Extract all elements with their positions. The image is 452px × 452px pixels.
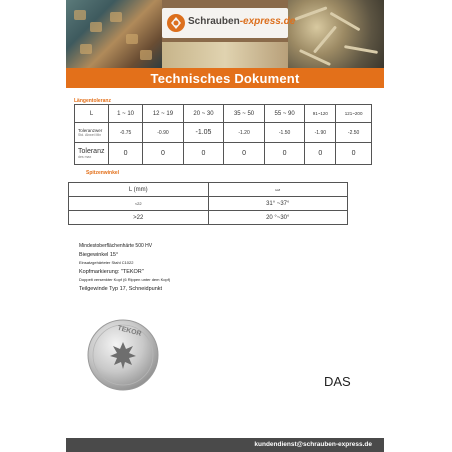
- brand-logo: [162, 8, 296, 38]
- table-cell: -1.20: [224, 123, 265, 143]
- table-cell: -1.05: [183, 123, 224, 143]
- screws-photo: [288, 0, 384, 68]
- screw-head-image: [86, 318, 160, 392]
- table-cell: 0: [183, 143, 224, 165]
- toolbox-photo: [66, 0, 162, 68]
- table-row: [69, 197, 348, 211]
- table-cell: <22: [69, 197, 209, 211]
- length-tolerance-label: Längentoleranz: [74, 98, 111, 104]
- table-header-cell: 12 ~ 19: [143, 105, 184, 123]
- tip-angle-label: Spitzenwinkel: [86, 170, 120, 176]
- table-cell: -0.75: [109, 123, 143, 143]
- table-header-row: [69, 183, 348, 197]
- table-row: [75, 143, 372, 165]
- logo-background: [162, 42, 288, 68]
- table-cell: 0: [336, 143, 372, 165]
- table-cell: 20 °~30°: [208, 211, 348, 225]
- header-banner: [66, 0, 384, 68]
- document-title: Technisches Dokument: [150, 70, 300, 86]
- table-header-cell: 121~200: [336, 105, 372, 123]
- table-cell: 0: [264, 143, 305, 165]
- tip-angle-table: [68, 182, 348, 225]
- spec-item: Einsatzgehärteter Stahl C1022: [79, 260, 134, 265]
- footer-bar: [66, 438, 384, 452]
- spec-item: Mindestoberflächenhärte 500 HV: [79, 243, 153, 249]
- table-header-cell: 1 ~ 10: [109, 105, 143, 123]
- specifications-list: [79, 242, 170, 293]
- table-row: [75, 123, 372, 143]
- spec-item: Biegewinkel 15°: [79, 251, 119, 258]
- table-header-cell: 35 ~ 50: [224, 105, 265, 123]
- table-cell: -1.90: [305, 123, 336, 143]
- brand-name: Schrauben-express.de: [188, 16, 296, 27]
- brand-logo-icon: [166, 13, 186, 33]
- table-cell: 0: [143, 143, 184, 165]
- side-label: DAS: [324, 374, 351, 389]
- table-cell: >22: [69, 211, 209, 225]
- spec-item: Doppelt versenkter Kopf (6 Rippen unter dem Kopf): [79, 277, 171, 282]
- footer-email: kundendienst@schrauben-express.de: [254, 441, 372, 448]
- table-cell: -1.50: [264, 123, 305, 143]
- table-header-cell: ωz: [208, 183, 348, 197]
- table-header-cell: 20 ~ 30: [183, 105, 224, 123]
- row-label: Toleranzwer Std. Abwei Min: [75, 123, 109, 143]
- spec-item: Kopfmarkierung: "TEKOR": [79, 268, 144, 275]
- table-cell: 0: [224, 143, 265, 165]
- row-label: Toleranz des max: [75, 143, 109, 165]
- table-header-cell: 55 ~ 90: [264, 105, 305, 123]
- table-cell: 31° ~37°: [208, 197, 348, 211]
- table-header-row: [75, 105, 372, 123]
- table-cell: 0: [305, 143, 336, 165]
- table-cell: -0.90: [143, 123, 184, 143]
- table-header-cell: 91~120: [305, 105, 336, 123]
- title-bar: [66, 68, 384, 88]
- table-cell: 0: [109, 143, 143, 165]
- table-row: [69, 211, 348, 225]
- table-cell: -2.50: [336, 123, 372, 143]
- table-header-cell: L: [75, 105, 109, 123]
- length-tolerance-table: [74, 104, 372, 165]
- table-header-cell: L (mm): [69, 183, 209, 197]
- screw-head-marking: TEKOR: [116, 324, 143, 338]
- spec-item: Teilgewinde Typ 17, Schneidpunkt: [79, 285, 163, 292]
